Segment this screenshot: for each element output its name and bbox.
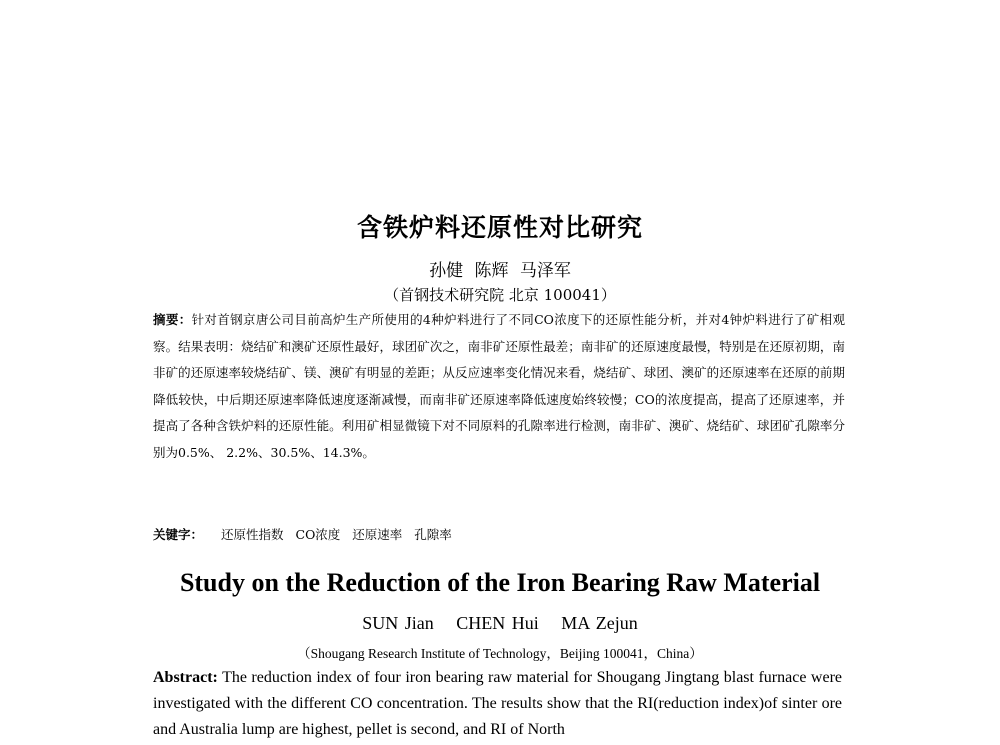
english-title: Study on the Reduction of the Iron Bearing Raw Material [179,568,821,597]
author-3-en: MA Zejun [561,613,638,633]
english-abstract-text: The reduction index of four iron bearing raw material for Shougang Jingtang blast furnace were investigated with the different CO concentration. The results show that the RI(reduction index)of sinter ore and Australia lump are highest, pellet is second, and RI of North [153,669,842,738]
keyword-4: 孔隙率 [414,527,452,542]
english-authors [0,613,1000,634]
author-3-cn: 马泽军 [519,261,571,281]
chinese-abstract [153,307,845,466]
author-1-en: SUN Jian [362,613,434,633]
chinese-abstract-text: 针对首钢京唐公司目前高炉生产所使用的4种炉料进行了不同CO浓度下的还原性能分析，并对4钟炉料进行了矿相观察。结果表明：烧结矿和澳矿还原性最好，球团矿次之，南非矿还原性最差；南非矿的还原速度最慢，特别是在还原初期，南非矿的还原速率较烧结矿、镁、澳矿有明显的差距；从反应速率变化情况来看，烧结矿、球团、澳矿的还原速率在还原的前期降低较快，中后期还原速率降低速度逐渐减慢，而南非矿还原速率降低速度始终较慢；CO的浓度提高，提高了还原速率，并提高了各种含铁炉料的还原性能。利用矿相显微镜下对不同原料的孔隙率进行检测，南非矿、澳矿、烧结矿、球团矿孔隙率分别为0.5%、 2.2%、30.5%、14.3%。 [153,312,845,460]
chinese-title: 含铁炉料还原性对比研究 [356,213,643,242]
author-2-cn: 陈辉 [474,261,509,281]
chinese-keywords-label: 关键字： [153,527,204,542]
english-abstract-label: Abstract: [153,669,218,686]
author-2-en: CHEN Hui [456,613,539,633]
keyword-3: 还原速率 [352,527,403,542]
chinese-keywords [153,522,845,548]
chinese-affiliation: （首钢技术研究院 北京 100041） [384,286,616,304]
keyword-1: 还原性指数 [221,527,284,542]
chinese-abstract-label: 摘要： [153,312,192,327]
english-affiliation: （Shougang Research Institute of Technology，Beijing 100041，China） [297,646,703,661]
chinese-authors [0,256,1000,281]
author-1-cn: 孙健 [429,261,464,281]
english-abstract [153,665,842,743]
keyword-2: CO浓度 [295,527,341,542]
